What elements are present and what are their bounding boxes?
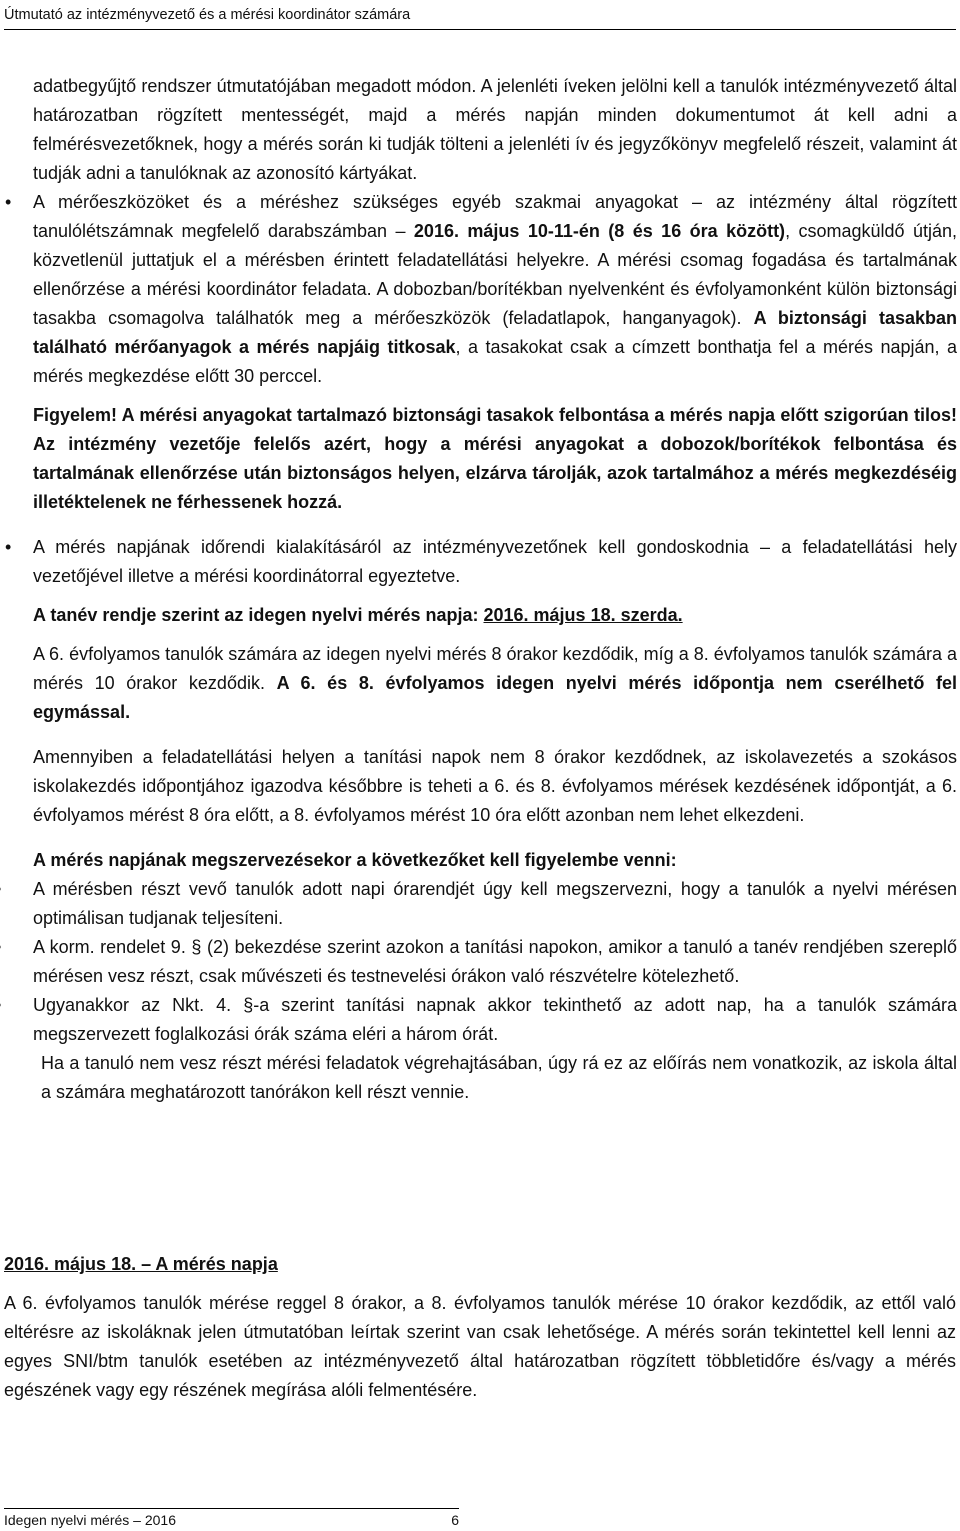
warning-text: Figyelem! A mérési anyagokat tartalmazó biztonsági tasakok felbontása a mérés napja előtt szigorúan tilos!	[33, 405, 957, 425]
secrecy-notice: A biztonsági tasakban található mérőanyagok a mérés napjáig titkosak	[33, 308, 957, 357]
page-number: 6	[451, 1512, 459, 1528]
bullet-schedule: • A mérés napjának időrendi kialakításáról az intézményvezetőnek kell gondoskodnia – a feladatellátási hely vezetőjével illetve a mérési koordinátorral egyeztetve.	[33, 533, 957, 591]
warning-responsibility: Az intézmény vezetője felelős azért, hogy a mérési anyagokat a dobozok/borítékok felbontása és tartalmának ellenőrzése után biztonságos helyen, elzárva tárolják, azok tartalmához a mérés megkezdéséig illetéktelenek ne férhessenek hozzá.	[33, 434, 957, 512]
bullet-delivery	[33, 188, 957, 391]
delivery-date: 2016. május 10-11-én (8 és 16 óra között)	[413, 221, 786, 241]
sub-bullet-nkt: • Ugyanakkor az Nkt. 4. §-a szerint tanítási napnak akkor tekinthető az adott nap, ha a tanulók számára megszervezett foglalkozási órák száma eléri a három órát.	[33, 991, 957, 1049]
delivery-text-end: , a tasakokat csak a címzett bonthatja fel a mérés napján, a mérés megkezdése előtt 30 perccel.	[33, 337, 957, 386]
footer-divider	[4, 1508, 459, 1509]
exam-date-value: 2016. május 18. szerda.	[483, 605, 683, 625]
sub-bullet-timetable: • A mérésben részt vevő tanulók adott napi órarendjét úgy kell megszervezni, hogy a tanulók a nyelvi mérésen optimálisan tudjanak teljesíteni.	[33, 875, 957, 933]
start-times-text: A 6. évfolyamos tanulók számára az idegen nyelvi mérés 8 órakor kezdődik, míg a 8. évfolyamos tanulók számára a mérés 10 órakor kezdődik.	[33, 644, 957, 693]
paragraph-alternate-start: Amennyiben a feladatellátási helyen a tanítási napok nem 8 órakor kezdődnek, az iskolavezetés a szokásos iskolakezdés időpontjához igazodva későbbre is teheti a 6. és 8. évfolyamos mérések kezdésének időpontját, a 6. évfolyamos mérést 8 óra előtt, a 8. évfolyamos mérést 10 óra előtt azonban nem lehet elkezdeni.	[33, 747, 957, 825]
start-times-bold: A 6. és 8. évfolyamos idegen nyelvi mérés időpontja nem cserélhető fel egymással.	[33, 673, 957, 722]
paragraph-attendance: adatbegyűjtő rendszer útmutatójában megadott módon. A jelenléti íveken jelölni kell a tanulók intézményvezető által határozatban rögzített mentességét, majd a mérés napján minden dokumentumot át kell adni a felmérésvezetőknek, hogy a mérés során ki tudják tölteni a jelenléti ív és jegyzőkönyv megfelelő részeit, valamint át tudják adni a tanulóknak az azonosító kártyákat.	[33, 76, 957, 183]
warning-paragraph	[33, 401, 957, 517]
heading-exam-day: 2016. május 18. – A mérés napja	[4, 1254, 278, 1274]
delivery-text-cont: , csomagküldő útján, közvetlenül juttatjuk el a mérésben érintett feladatellátási helyekre. A mérési csomag fogadása és tartalmának ellenőrzése a mérési koordinátor feladata. A dobozban/borítékban nyelvenként és évfolyamonként külön biztonsági tasakba csomagolva találhatók meg a mérőeszközök (feladatlapok, hanganyagok).	[33, 221, 958, 328]
sub-bullet-decree: • A korm. rendelet 9. § (2) bekezdése szerint azokon a tanítási napokon, amikor a tanuló a tanév rendjében szereplő mérésen vesz részt, csak művészeti és testnevelési órákon való részvételre kötelezhető.	[33, 933, 957, 991]
page-footer	[4, 1511, 459, 1529]
section-exam-day	[4, 1250, 956, 1405]
delivery-text: A mérőeszközöket és a méréshez szükséges egyéb szakmai anyagokat – az intézmény által rögzített tanulólétszámnak megfelelő darabszámban –	[33, 192, 957, 241]
heading-organisation: A mérés napjának megszervezésekor a következőket kell figyelembe venni:	[33, 850, 677, 870]
paragraph-exam-day: A 6. évfolyamos tanulók mérése reggel 8 órakor, a 8. évfolyamos tanulók mérése 10 órakor kezdődik, az ettől való eltérésre az iskoláknak jelen útmutatóban leírtak szerint van csak lehetősége. A mérés során tekintettel kell lenni az egyes SNI/btm tanulók esetében az intézményvezető által határozatban rögzített többletidőre és/vagy a mérés egészének vagy egy részének megírása alóli felmentésére.	[4, 1293, 956, 1400]
header-title: Útmutató az intézményvezető és a mérési koordinátor számára	[4, 7, 411, 23]
footer-title: Idegen nyelvi mérés – 2016	[4, 1512, 176, 1528]
document-body	[33, 72, 957, 1107]
paragraph-exemption: Ha a tanuló nem vesz részt mérési feladatok végrehajtásában, úgy rá ez az előírás nem vonatkozik, az iskola által a számára meghatározott tanórákon kell részt vennie.	[41, 1053, 957, 1102]
exam-date-line	[33, 601, 957, 630]
paragraph-start-times	[33, 640, 957, 727]
exam-date-label: A tanév rendje szerint az idegen nyelvi mérés napja:	[33, 605, 484, 625]
page-header	[4, 6, 956, 30]
